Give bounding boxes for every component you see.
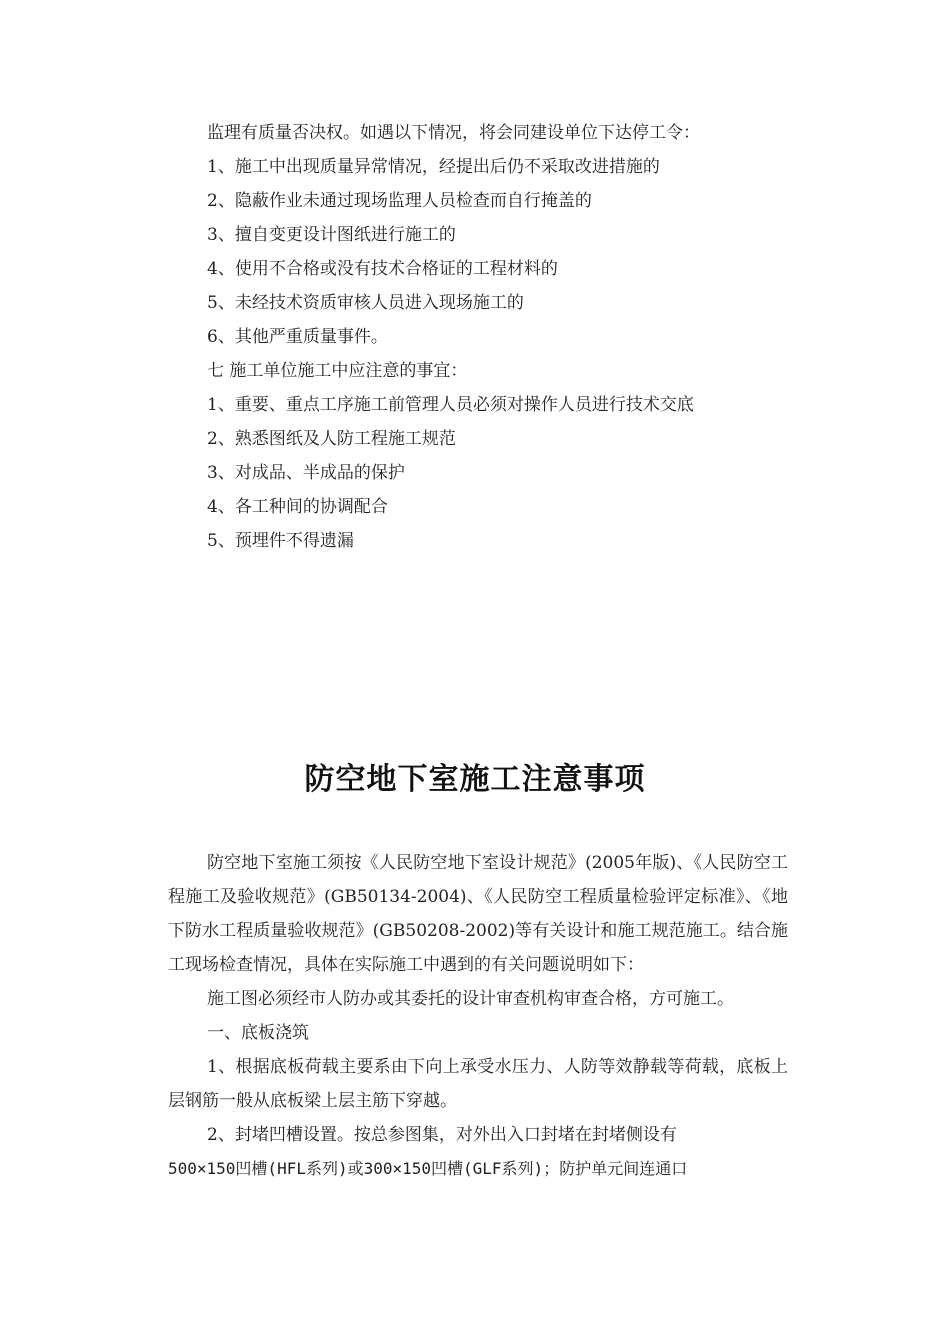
item-paragraph: 2、封堵凹槽设置。按总参图集，对外出入口封堵在封堵侧设有 xyxy=(207,1125,677,1145)
document-body xyxy=(168,846,788,1186)
list-item: 2、熟悉图纸及人防工程施工规范 xyxy=(207,429,456,449)
supervision-veto-line: 监理有质量否决权。如遇以下情况，将会同建设单位下达停工令： xyxy=(207,123,700,143)
list-item: 5、预埋件不得遗漏 xyxy=(207,531,354,551)
approval-paragraph: 施工图必须经市人防办或其委托的设计审查机构审查合格，方可施工。 xyxy=(207,989,734,1009)
list-item: 3、擅自变更设计图纸进行施工的 xyxy=(207,225,456,245)
list-item: 3、对成品、半成品的保护 xyxy=(207,463,405,483)
item-continuation: 500×150凹槽(HFL系列)或300×150凹槽(GLF系列)；防护单元间连通口 xyxy=(168,1159,688,1178)
item-paragraph: 1、根据底板荷载主要系由下向上承受水压力、人防等效静载等荷载，底板上层钢筋一般从底板梁上层主筋下穿越。 xyxy=(168,1057,788,1111)
section-heading-seven: 七 施工单位施工中应注意的事宜： xyxy=(207,361,468,381)
previous-section xyxy=(207,116,827,558)
list-item: 1、施工中出现质量异常情况，经提出后仍不采取改进措施的 xyxy=(207,157,660,177)
list-item: 6、其他严重质量事件。 xyxy=(207,327,388,347)
list-item: 5、未经技术资质审核人员进入现场施工的 xyxy=(207,293,524,313)
list-item: 4、使用不合格或没有技术合格证的工程材料的 xyxy=(207,259,558,279)
list-item: 1、重要、重点工序施工前管理人员必须对操作人员进行技术交底 xyxy=(207,395,694,415)
intro-paragraph: 防空地下室施工须按《人民防空地下室设计规范》(2005年版)、《人民防空工程施工及验收规范》(GB50134-2004)、《人民防空工程质量检验评定标准》、《地下防水工程质量验收规范》(GB50208-2002)等有关设计和施工规范施工。结合施工现场检查情况，具体在实际施工中遇到的有关问题说明如下： xyxy=(168,853,788,975)
document-title: 防空地下室施工注意事项 xyxy=(304,762,646,797)
list-item: 4、各工种间的协调配合 xyxy=(207,497,388,517)
list-item: 2、隐蔽作业未通过现场监理人员检查而自行掩盖的 xyxy=(207,191,592,211)
heading-floor-slab: 一、底板浇筑 xyxy=(207,1023,309,1043)
